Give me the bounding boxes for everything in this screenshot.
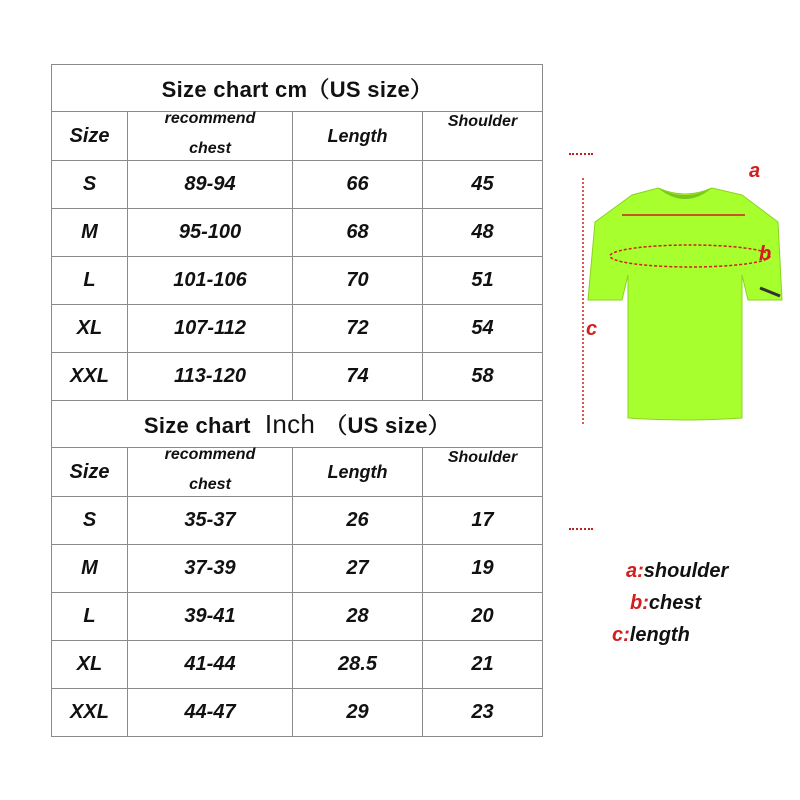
marker-label-b: b [759,243,772,265]
inch-header-chest-top: recommend [164,446,256,463]
length-cell: 29 [293,689,423,737]
size-cell: M [52,545,128,593]
table-row [52,593,543,641]
marker-label-c: c [586,318,598,340]
size-cell: S [52,497,128,545]
marker-label-a: a [749,160,761,182]
legend-shoulder [626,560,728,583]
chest-cell: 107-112 [128,305,293,353]
chest-cell: 41-44 [128,641,293,689]
table-row [52,209,543,257]
legend-text-b: chest [648,592,702,614]
inch-title-us: （US size） [325,412,451,438]
tshirt-diagram [570,150,800,530]
legend-text-a: shoulder [643,560,729,582]
inch-title-main: Size chart [143,412,251,438]
cm-header-chest [128,112,293,161]
table-row [52,689,543,737]
table-row [52,257,543,305]
inch-title-unit: Inch [264,408,316,439]
size-cell: XXL [52,689,128,737]
size-chart-inch-table [51,400,543,737]
inch-header-length: Length [293,448,423,497]
cm-header-shoulder: Shoulder [423,112,543,161]
inch-header-size: Size [52,448,128,497]
legend-key-a: a: [626,560,644,582]
table-row [52,305,543,353]
cm-title-main: Size chart cm [161,76,308,102]
cm-header-chest-top: recommend [164,110,256,127]
inch-header-row [52,448,543,497]
chest-cell: 113-120 [128,353,293,401]
chest-cell: 39-41 [128,593,293,641]
shoulder-cell: 20 [423,593,543,641]
shoulder-cell: 45 [423,161,543,209]
chest-cell: 35-37 [128,497,293,545]
legend-key-c: c: [612,624,630,646]
tshirt-shape [588,188,782,420]
cm-header-size: Size [52,112,128,161]
table-row [52,545,543,593]
inch-table-title [52,401,543,448]
length-cell: 27 [293,545,423,593]
size-cell: S [52,161,128,209]
table-row [52,353,543,401]
cm-table-title [52,65,543,112]
shoulder-cell: 23 [423,689,543,737]
shoulder-cell: 58 [423,353,543,401]
shoulder-cell: 21 [423,641,543,689]
inch-header-chest-bottom: chest [189,476,231,493]
shoulder-cell: 19 [423,545,543,593]
length-cell: 28.5 [293,641,423,689]
length-cell: 26 [293,497,423,545]
tshirt-icon [570,150,800,530]
chest-cell: 37-39 [128,545,293,593]
table-row [52,497,543,545]
size-cell: XL [52,641,128,689]
size-cell: M [52,209,128,257]
size-cell: XL [52,305,128,353]
legend-key-b: b: [630,592,649,614]
shoulder-cell: 51 [423,257,543,305]
cm-title-us: （US size） [307,76,433,102]
chest-cell: 95-100 [128,209,293,257]
table-row [52,161,543,209]
chest-cell: 101-106 [128,257,293,305]
length-cell: 68 [293,209,423,257]
inch-header-chest [128,448,293,497]
length-cell: 72 [293,305,423,353]
legend-length [612,624,690,647]
length-cell: 66 [293,161,423,209]
cm-header-length: Length [293,112,423,161]
size-cell: L [52,257,128,305]
size-cell: L [52,593,128,641]
length-cell: 74 [293,353,423,401]
shoulder-cell: 17 [423,497,543,545]
shoulder-cell: 48 [423,209,543,257]
cm-header-chest-bottom: chest [189,140,231,157]
inch-header-shoulder: Shoulder [423,448,543,497]
cm-header-row [52,112,543,161]
legend-chest [630,592,701,615]
size-chart-cm-table [51,64,543,401]
chest-cell: 89-94 [128,161,293,209]
chest-cell: 44-47 [128,689,293,737]
size-cell: XXL [52,353,128,401]
shoulder-cell: 54 [423,305,543,353]
legend-text-c: length [629,624,690,646]
table-row [52,641,543,689]
length-cell: 28 [293,593,423,641]
length-cell: 70 [293,257,423,305]
